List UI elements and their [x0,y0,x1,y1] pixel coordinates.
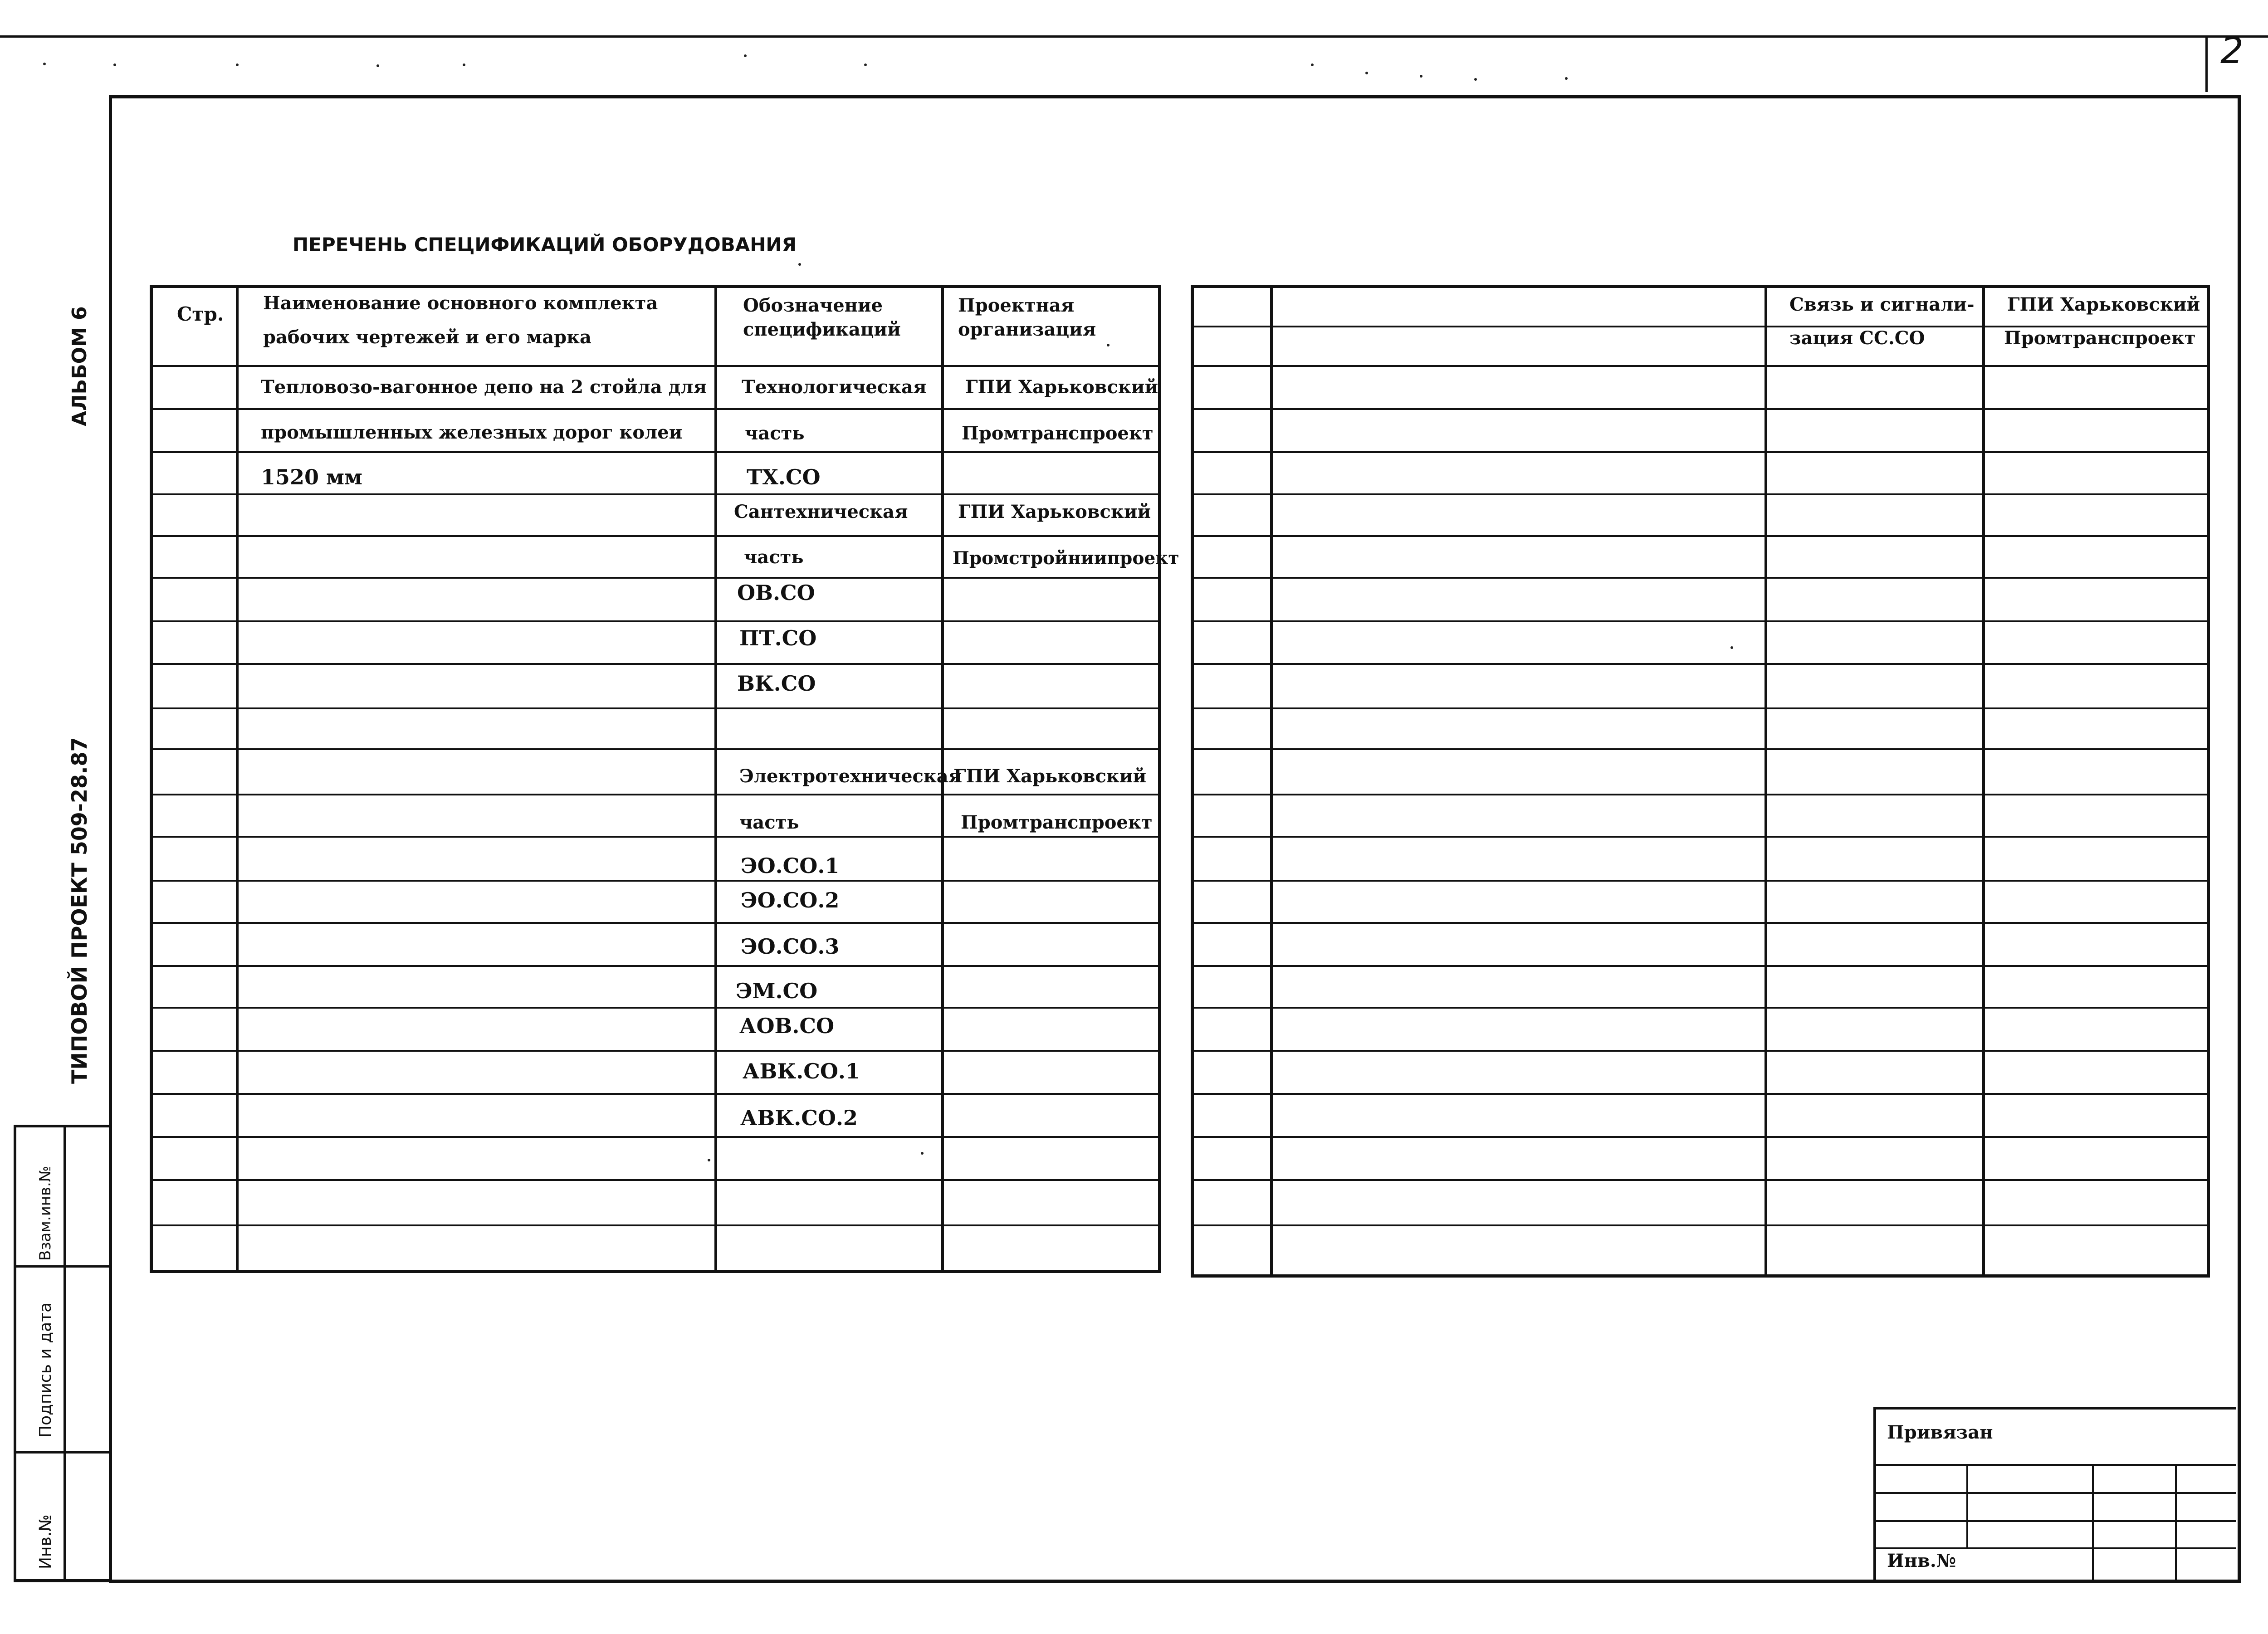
organization-row: Промстройниипроект [953,548,1179,569]
header-designation-line1: Обозначение [743,295,883,316]
right-table-row-line [1191,880,2210,882]
left-table-col-line [236,285,239,1273]
page-title: ПЕРЕЧЕНЬ СПЕЦИФИКАЦИЙ ОБОРУДОВАНИЯ [293,234,797,256]
right-designation-line2: зация СС.СО [1789,327,1925,349]
left-table-row-line [150,707,1161,709]
designation-row: ПТ.СО [739,626,817,650]
left-table-row-line [150,836,1161,838]
left-table-row-line [150,922,1161,924]
right-table-row-line [1191,1093,2210,1095]
designation-row: Технологическая [742,376,927,398]
designation-row: Электротехническая [739,766,962,787]
left-table-row-line [150,1224,1161,1226]
bound-label: Привязан [1887,1422,1993,1443]
right-table-row-line [1191,408,2210,410]
designation-row: АОВ.СО [739,1014,835,1038]
left-table-row-line [150,365,1161,367]
designation-row: ЭО.СО.1 [741,854,840,878]
designation-row: АВК.СО.1 [743,1059,860,1083]
top-border-line [0,35,2268,38]
left-table-row-line [150,1093,1161,1095]
designation-row: ВК.СО [737,671,816,696]
left-table-row-line [150,794,1161,795]
left-table-row-line [150,880,1161,882]
right-table-row-line [1191,1179,2210,1181]
left-table-row-line [150,748,1161,750]
right-table-row-line [1191,577,2210,579]
right-table-col-line [1270,285,1273,1277]
stamp-inv-label: Инв.№ [1887,1550,1956,1571]
left-table-row-line [150,535,1161,537]
right-table-row-line [1191,365,2210,367]
designation-row: ЭО.СО.2 [741,888,840,912]
drawing-frame [109,95,2241,1583]
left-table-col-line [1158,285,1161,1273]
designation-row: часть [745,423,805,444]
header-name-line1: Наименование основного комплекта [263,293,658,314]
right-table-row-line [1191,965,2210,967]
right-table-col-line [2207,285,2210,1277]
name-line-1: Тепловозо-вагонное депо на 2 стойла для [261,376,707,398]
left-table-row-line [150,577,1161,579]
left-table-row-line [150,620,1161,622]
designation-row: АВК.СО.2 [740,1106,858,1130]
left-table-row-line [150,451,1161,453]
header-organization-line1: Проектная [958,295,1075,316]
right-table-row-line [1191,493,2210,495]
left-table-row-line [150,1136,1161,1138]
right-table-row-line [1191,285,2210,288]
organization-row: ГПИ Харьковский [958,501,1151,522]
right-table-row-line [1191,620,2210,622]
page-number: 2 [2220,29,2244,72]
organization-row: ГПИ Харьковский [953,766,1147,787]
album-label: АЛЬБОМ 6 [68,306,91,426]
left-table-row-line [150,493,1161,495]
header-name-line2: рабочих чертежей и его марка [263,327,591,348]
right-table-row-line [1191,1050,2210,1052]
right-table-row-line [1191,922,2210,924]
right-table-row-line [1191,1007,2210,1009]
stamp-row-2 [14,1451,111,1454]
right-table-col-line [1765,285,1767,1277]
name-line-3: 1520 мм [261,465,362,489]
right-table-row-line [1191,1224,2210,1226]
left-table-row-line [150,1050,1161,1052]
stamp-row-1 [14,1265,111,1268]
right-table-row-line [1191,663,2210,665]
left-table-row-line [150,1270,1161,1273]
right-designation-line1: Связь и сигнали- [1789,294,1975,315]
right-table-row-line [1191,451,2210,453]
name-line-2: промышленных железных дорог колеи [261,422,683,443]
designation-row: Сантехническая [734,501,908,522]
left-table-row-line [150,663,1161,665]
replaced-inv-field: Взам.инв.№ [36,1166,54,1261]
right-table-row-line [1191,1136,2210,1138]
left-table-row-line [150,408,1161,410]
designation-row: часть [739,812,799,833]
designation-row: ОВ.СО [737,580,815,605]
right-table-row-line [1191,1274,2210,1278]
right-table-row-line [1191,707,2210,709]
stamp-column-left [14,1125,16,1582]
right-table-row-line [1191,748,2210,750]
organization-row: Промтранспроект [961,812,1153,833]
right-table-row-line [1191,836,2210,838]
stamp-column-bottom [14,1579,111,1582]
designation-row: ЭО.СО.3 [741,934,840,959]
right-table-col-line [1191,285,1194,1277]
designation-row: ТХ.СО [747,465,821,489]
organization-row: Промтранспроект [962,423,1154,444]
header-designation-line2: спецификаций [743,319,901,340]
right-table-row-line [1191,535,2210,537]
left-table-row-line [150,965,1161,967]
designation-row: ЭМ.СО [736,979,818,1003]
header-page: Стр. [177,303,224,325]
inv-number-field: Инв.№ [36,1514,55,1569]
left-table-row-line [150,285,1161,288]
page-number-divider [2205,35,2208,92]
left-table-col-line [150,285,153,1273]
stamp-column-top [14,1125,111,1127]
signature-date-field: Подпись и дата [36,1302,55,1438]
right-organization-line1: ГПИ Харьковский [2007,294,2200,315]
right-table-col-line [1982,285,1985,1277]
organization-row: ГПИ Харьковский [965,376,1158,398]
right-table-row-line [1191,794,2210,795]
left-table-col-line [714,285,717,1273]
right-organization-line2: Промтранспроект [2004,327,2196,349]
left-table-row-line [150,1007,1161,1009]
header-organization-line2: организация [958,319,1096,340]
left-table-row-line [150,1179,1161,1181]
project-label: ТИПОВОЙ ПРОЕКТ 509-28.87 [67,737,92,1084]
stamp-column-mid [64,1125,66,1582]
designation-row: часть [744,546,804,568]
